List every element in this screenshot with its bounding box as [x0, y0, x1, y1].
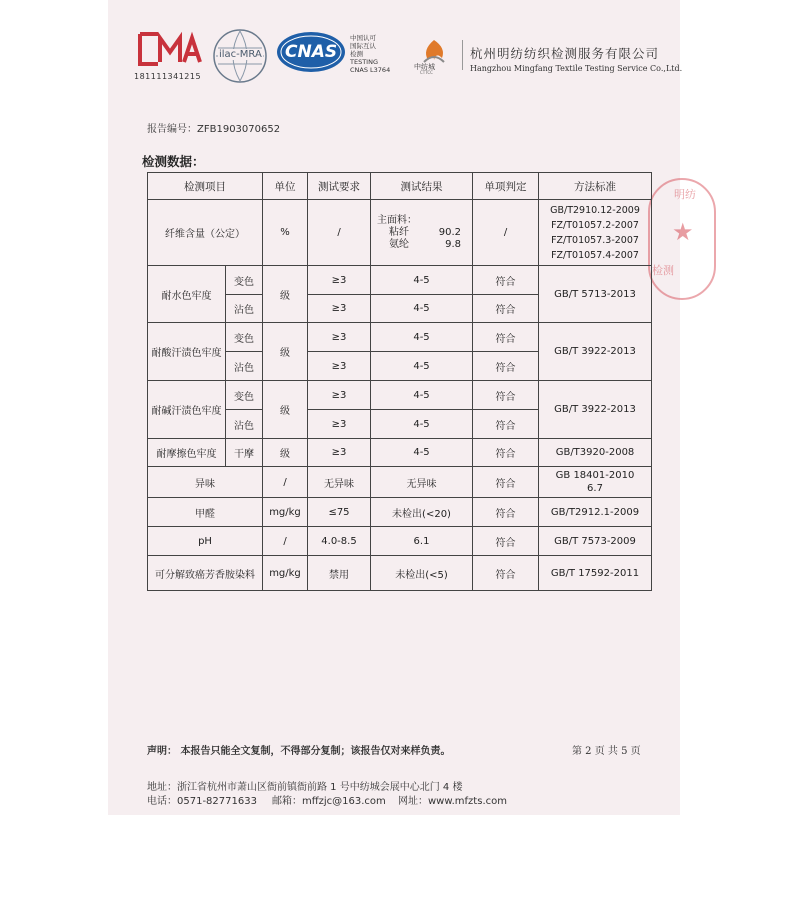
acid-requirement: ≥3	[308, 323, 371, 352]
cnas-caption-line: 中国认可	[350, 34, 376, 42]
azo-result: 未检出(<5)	[371, 556, 473, 591]
azo-method: GB/T 17592-2011	[539, 556, 652, 591]
report-number-value: ZFB1903070652	[197, 124, 281, 135]
section-title: 检测数据：	[142, 154, 205, 169]
alkali-unit: 级	[263, 381, 308, 439]
report-number	[147, 120, 280, 135]
cma-logo-icon	[134, 30, 206, 68]
header-requirement: 测试要求	[308, 173, 371, 200]
table-row-azo	[148, 556, 652, 591]
fiber-methods	[539, 200, 652, 266]
table-row-odor	[148, 467, 652, 498]
water-requirement: ≥3	[308, 295, 371, 323]
fiber-name: 氨纶	[389, 238, 409, 250]
acid-method: GB/T 3922-2013	[539, 323, 652, 381]
acid-result: 4-5	[371, 323, 473, 352]
cnas-caption	[350, 34, 390, 74]
fiber-result	[371, 200, 473, 266]
formaldehyde-result: 未检出(<20)	[371, 498, 473, 527]
stamp-star-icon: ★	[672, 218, 694, 246]
table-row-alkali-1	[148, 381, 652, 410]
cma-logo	[134, 30, 206, 68]
alkali-requirement: ≥3	[308, 410, 371, 439]
footer-address: 地址：浙江省杭州市萧山区衙前镇衙前路 1 号中纺城会展中心北门 4 楼	[147, 782, 463, 793]
header-method: 方法标准	[539, 173, 652, 200]
azo-requirement: 禁用	[308, 556, 371, 591]
ph-judgement: 符合	[473, 527, 539, 556]
water-sub: 沾色	[226, 295, 263, 323]
ph-unit: /	[263, 527, 308, 556]
alkali-judgement: 符合	[473, 381, 539, 410]
formaldehyde-method: GB/T2912.1-2009	[539, 498, 652, 527]
fiber-value: 90.2	[438, 226, 461, 238]
fiber-result-title: 主面料：	[377, 214, 417, 226]
odor-result: 无异味	[371, 467, 473, 498]
ph-requirement: 4.0-8.5	[308, 527, 371, 556]
fiber-requirement: /	[308, 200, 371, 266]
water-item: 耐水色牢度	[148, 266, 226, 323]
fiber-judgement: /	[473, 200, 539, 266]
cma-number: 181111341215	[134, 72, 202, 81]
company-name-en: Hangzhou Mingfang Textile Testing Service Co.,Ltd.	[470, 64, 683, 73]
water-sub: 变色	[226, 266, 263, 295]
cnas-caption-line: CNAS L3764	[350, 66, 391, 74]
azo-unit: mg/kg	[263, 556, 308, 591]
water-requirement: ≥3	[308, 266, 371, 295]
fiber-name: 粘纤	[389, 226, 409, 238]
table-row-formaldehyde	[148, 498, 652, 527]
company-name-cn: 杭州明纺纺织检测服务有限公司	[470, 46, 660, 61]
brand-sub: CTTCC	[420, 70, 433, 75]
test-data-table	[147, 172, 652, 591]
fiber-method-line: FZ/T01057.4-2007	[551, 249, 639, 261]
table-header-row	[148, 173, 652, 200]
company-brand-logo	[414, 38, 454, 74]
odor-item: 异味	[148, 467, 263, 498]
footer-email: 邮箱：mffzjc@163.com	[272, 796, 386, 807]
footer-statement: 声明： 本报告只能全文复制，不得部分复制；该报告仅对来样负责。	[147, 746, 451, 757]
cnas-logo	[276, 30, 346, 74]
rub-requirement: ≥3	[308, 439, 371, 467]
cnas-logo-text: CNAS	[285, 42, 338, 62]
header-divider	[462, 40, 463, 70]
table-row-fiber	[148, 200, 652, 266]
footer-website: 网址：www.mfzts.com	[398, 796, 507, 807]
table-row-ph	[148, 527, 652, 556]
acid-judgement: 符合	[473, 352, 539, 381]
ph-method: GB/T 7573-2009	[539, 527, 652, 556]
formaldehyde-judgement: 符合	[473, 498, 539, 527]
azo-item: 可分解致癌芳香胺染料	[148, 556, 263, 591]
cnas-caption-line: 检测	[350, 50, 363, 58]
alkali-item: 耐碱汗渍色牢度	[148, 381, 226, 439]
ilac-logo	[212, 28, 268, 84]
formaldehyde-unit: mg/kg	[263, 498, 308, 527]
ph-item: pH	[148, 527, 263, 556]
odor-method-line: 6.7	[587, 483, 603, 494]
table-row-water-1	[148, 266, 652, 295]
alkali-sub: 沾色	[226, 410, 263, 439]
brand-name: 中纺城	[414, 63, 435, 71]
azo-judgement: 符合	[473, 556, 539, 591]
fiber-method-line: GB/T2910.12-2009	[550, 204, 640, 216]
table-row-rub	[148, 439, 652, 467]
odor-unit: /	[263, 467, 308, 498]
ph-result: 6.1	[371, 527, 473, 556]
water-result: 4-5	[371, 295, 473, 323]
alkali-sub: 变色	[226, 381, 263, 410]
rub-judgement: 符合	[473, 439, 539, 467]
acid-item: 耐酸汗渍色牢度	[148, 323, 226, 381]
header-unit: 单位	[263, 173, 308, 200]
fiber-method-line: FZ/T01057.3-2007	[551, 234, 639, 246]
alkali-requirement: ≥3	[308, 381, 371, 410]
header-judgement: 单项判定	[473, 173, 539, 200]
acid-sub: 沾色	[226, 352, 263, 381]
report-number-label: 报告编号：	[147, 124, 197, 135]
cnas-caption-line: 国际互认	[350, 42, 376, 50]
odor-method	[539, 467, 652, 498]
rub-sub: 干摩	[226, 439, 263, 467]
water-method: GB/T 5713-2013	[539, 266, 652, 323]
fiber-result-row	[377, 239, 461, 251]
formaldehyde-requirement: ≤75	[308, 498, 371, 527]
rub-method: GB/T3920-2008	[539, 439, 652, 467]
ilac-logo-text: ilac-MRA	[219, 49, 262, 60]
fiber-method-line: FZ/T01057.2-2007	[551, 219, 639, 231]
footer-phone: 电话：0571-82771633	[147, 796, 257, 807]
odor-requirement: 无异味	[308, 467, 371, 498]
stamp-text-bottom: 检测	[652, 264, 674, 277]
odor-method-line: GB 18401-2010	[555, 470, 635, 481]
footer-page-number: 第 2 页 共 5 页	[572, 746, 641, 757]
header-item: 检测项目	[148, 173, 263, 200]
water-result: 4-5	[371, 266, 473, 295]
rub-item: 耐摩擦色牢度	[148, 439, 226, 467]
fiber-unit: %	[263, 200, 308, 266]
water-judgement: 符合	[473, 266, 539, 295]
fiber-item: 纤维含量（公定）	[148, 200, 263, 266]
alkali-judgement: 符合	[473, 410, 539, 439]
acid-sub: 变色	[226, 323, 263, 352]
brand-flame-icon	[414, 38, 454, 64]
rub-result: 4-5	[371, 439, 473, 467]
stamp-text-top: 明纺	[674, 188, 696, 201]
water-judgement: 符合	[473, 295, 539, 323]
rub-unit: 级	[263, 439, 308, 467]
table-row-acid-1	[148, 323, 652, 352]
fiber-value: 9.8	[445, 238, 461, 250]
alkali-method: GB/T 3922-2013	[539, 381, 652, 439]
alkali-result: 4-5	[371, 381, 473, 410]
odor-judgement: 符合	[473, 467, 539, 498]
header-result: 测试结果	[371, 173, 473, 200]
water-unit: 级	[263, 266, 308, 323]
fiber-result-row	[377, 227, 461, 239]
alkali-result: 4-5	[371, 410, 473, 439]
acid-unit: 级	[263, 323, 308, 381]
acid-requirement: ≥3	[308, 352, 371, 381]
red-seal-stamp	[648, 178, 716, 300]
formaldehyde-item: 甲醛	[148, 498, 263, 527]
cnas-caption-line: TESTING	[350, 58, 378, 66]
acid-result: 4-5	[371, 352, 473, 381]
acid-judgement: 符合	[473, 323, 539, 352]
